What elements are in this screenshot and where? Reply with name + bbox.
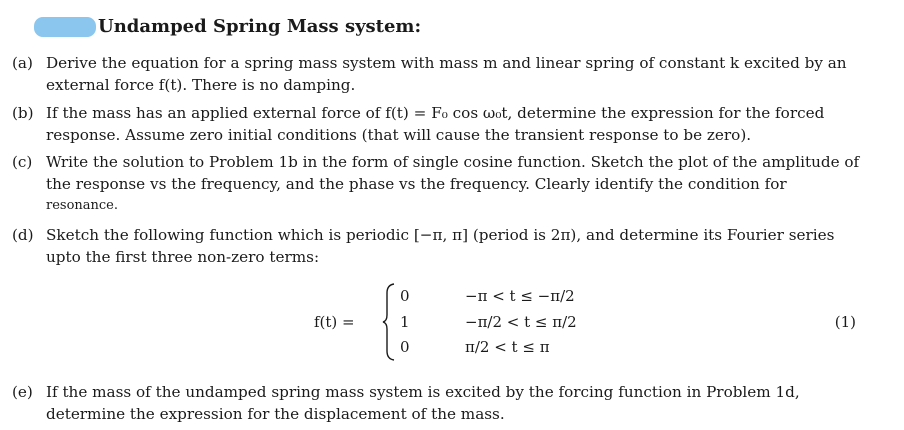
case-condition: −π < t ≤ −π/2 <box>465 287 575 305</box>
case-value: 0 <box>400 287 410 305</box>
piecewise-equation <box>310 283 870 363</box>
problem-a <box>12 52 862 96</box>
problem-d <box>12 224 862 268</box>
case-condition: π/2 < t ≤ π <box>465 338 550 356</box>
problem-label: (d) <box>12 226 34 244</box>
problem-text-tail: resonance. <box>46 198 119 213</box>
problem-label: (e) <box>12 383 33 401</box>
problem-text: Derive the equation for a spring mass system with mass m and linear spring of constant k excited by an external force f(t). There is no damping. <box>46 54 847 94</box>
problem-b <box>12 102 862 146</box>
problem-text: Sketch the following function which is periodic [−π, π] (period is 2π), and determine its Fourier series upto the first three non-zero terms: <box>46 226 835 266</box>
problem-text: If the mass has an applied external force of f(t) = F₀ cos ω₀t, determine the expression for the forced response. Assume zero initial conditions (that will cause the transient response to be zero). <box>46 104 825 144</box>
redacted-region <box>34 17 96 37</box>
problem-text: If the mass of the undamped spring mass system is excited by the forcing function in Problem 1d, determine the expression for the displacement of the mass. <box>46 383 800 423</box>
case-value: 0 <box>400 338 410 356</box>
page-title: Undamped Spring Mass system: <box>98 16 422 37</box>
left-brace-icon <box>382 283 396 361</box>
problem-text: Write the solution to Problem 1b in the form of single cosine function. Sketch the plot of the amplitude of the response vs the frequency, and the phase vs the frequency. Clearly identify the condition for <box>46 153 860 193</box>
problem-label: (a) <box>12 54 33 72</box>
equation-number: (1) <box>834 313 856 331</box>
problem-label: (b) <box>12 104 34 122</box>
case-condition: −π/2 < t ≤ π/2 <box>465 313 577 331</box>
problem-e <box>12 381 862 425</box>
problem-label: (c) <box>12 153 33 171</box>
equation-lhs: f(t) = <box>314 313 355 331</box>
case-value: 1 <box>400 313 410 331</box>
problem-c <box>12 151 862 217</box>
